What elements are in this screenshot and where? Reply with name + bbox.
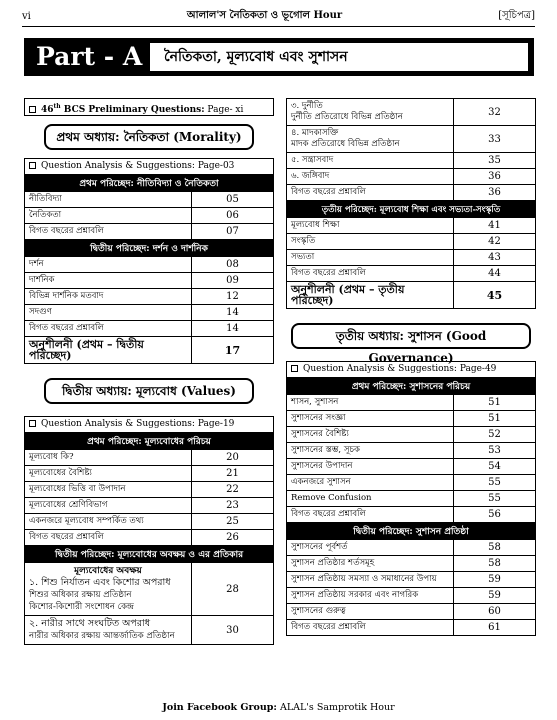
- part-subtitle: নৈতিকতা, মূল্যবোধ এবং সুশাসন: [150, 43, 528, 71]
- section-header: প্রথম পরিচ্ছেদ: নীতিবিদ্যা ও নৈতিকতা: [24, 175, 274, 191]
- table-row[interactable]: ২. নারীর সাথে সংঘটিত অপরাধ নারীর অধিকার রক্ষায় আন্তর্জাতিক প্রতিষ্ঠান 30: [25, 616, 274, 645]
- toc-table: [286, 217, 536, 309]
- footer-group-link[interactable]: ALAL's Samprotik Hour: [276, 702, 395, 713]
- table-row[interactable]: মূল্যবোধের ভিত্তি বা উপাদান 22: [25, 482, 274, 498]
- subsection-heading: মূল্যবোধের অবক্ষয়: [74, 566, 142, 576]
- chapter-1-qa-link[interactable]: Question Analysis & Suggestions: Page-03: [24, 158, 274, 175]
- table-row[interactable]: মূল্যবোধ শিক্ষা 41: [287, 218, 536, 234]
- table-row[interactable]: মূল্যবোধের অবক্ষয় ১. শিশু নির্যাতন এবং কিশোর অপরাধ শিশুর অধিকার রক্ষায় প্রতিষ্ঠান কিশোর-কিশোরী সংশোধন কেন্দ্র 28: [25, 563, 274, 616]
- table-row[interactable]: সুশাসনের সংজ্ঞা 51: [287, 411, 536, 427]
- table-row[interactable]: সুশাসন প্রতিষ্ঠায় সমস্যা ও সমাধানের উপায় 59: [287, 572, 536, 588]
- header-divider: [22, 26, 535, 27]
- table-row[interactable]: ৬. জঙ্গিবাদ 36: [287, 169, 536, 185]
- checkbox-icon: [29, 106, 36, 113]
- table-row[interactable]: নীতিবিদ্যা 05: [25, 192, 274, 208]
- table-row[interactable]: সুশাসন প্রতিষ্ঠার শর্তসমূহ 58: [287, 556, 536, 572]
- page-footer: [0, 702, 557, 713]
- table-row[interactable]: সুশাসনের বৈশিষ্ট্য 52: [287, 427, 536, 443]
- part-banner: [24, 38, 534, 76]
- section-header: দ্বিতীয় পরিচ্ছেদ: সুশাসন প্রতিষ্ঠা: [286, 523, 536, 539]
- toc-table: [286, 98, 536, 201]
- section-header: প্রথম পরিচ্ছেদ: মূল্যবোধের পরিচয়: [24, 433, 274, 449]
- footer-label: Join Facebook Group:: [162, 702, 277, 713]
- table-row[interactable]: ৪. মাদকাসক্তি মাদক প্রতিরোধে বিভিন্ন প্রতিষ্ঠান 33: [287, 126, 536, 153]
- table-row[interactable]: দর্শন 08: [25, 257, 274, 273]
- chapter-2-qa-link[interactable]: Question Analysis & Suggestions: Page-19: [24, 416, 274, 433]
- right-column: [286, 98, 536, 636]
- checkbox-icon: [291, 365, 298, 372]
- table-row[interactable]: নৈতিকতা 06: [25, 208, 274, 224]
- table-row[interactable]: বিগত বছরের প্রশ্নাবলি 36: [287, 185, 536, 201]
- section-header: প্রথম পরিচ্ছেদ: সুশাসনের পরিচয়: [286, 378, 536, 394]
- section-label: [সূচিপত্র]: [498, 9, 535, 21]
- table-row[interactable]: সুশাসনের স্তম্ভ, সূচক 53: [287, 443, 536, 459]
- table-row[interactable]: সদগুণ 14: [25, 305, 274, 321]
- toc-table: [286, 539, 536, 636]
- table-row[interactable]: সভ্যতা 43: [287, 250, 536, 266]
- toc-table: [24, 562, 274, 645]
- table-row[interactable]: বিগত বছরের প্রশ্নাবলি 56: [287, 507, 536, 523]
- table-row[interactable]: বিগত বছরের প্রশ্নাবলি 44: [287, 266, 536, 282]
- checkbox-icon: [29, 162, 36, 169]
- table-row[interactable]: সুশাসন প্রতিষ্ঠায় সরকার এবং নাগরিক 59: [287, 588, 536, 604]
- table-row[interactable]: সংস্কৃতি 42: [287, 234, 536, 250]
- table-row[interactable]: বিভিন্ন দার্শনিক মতবাদ 12: [25, 289, 274, 305]
- table-row[interactable]: সুশাসনের পূর্বশর্ত 58: [287, 540, 536, 556]
- section-header: দ্বিতীয় পরিচ্ছেদ: দর্শন ও দার্শনিক: [24, 240, 274, 256]
- table-row[interactable]: মূল্যবোধের শ্রেণিবিভাগ 23: [25, 498, 274, 514]
- page-number: vi: [22, 10, 31, 22]
- exercise-row[interactable]: অনুশীলনী (প্রথম – তৃতীয় পরিচ্ছেদ) 45: [287, 282, 536, 309]
- section-header: দ্বিতীয় পরিচ্ছেদ: মূল্যবোধের অবক্ষয় ও এর প্রতিকার: [24, 546, 274, 562]
- table-row[interactable]: Remove Confusion 55: [287, 491, 536, 507]
- table-row[interactable]: ৫. সন্ত্রাসবাদ 35: [287, 153, 536, 169]
- book-title: আলাল'স নৈতিকতা ও ভূগোল Hour: [186, 9, 343, 21]
- table-row[interactable]: সুশাসনের গুরুত্ব 60: [287, 604, 536, 620]
- chapter-2-title: দ্বিতীয় অধ্যায়: মূল্যবোধ (Values): [44, 378, 254, 404]
- chapter-3-qa-link[interactable]: Question Analysis & Suggestions: Page-49: [286, 361, 536, 378]
- table-row[interactable]: মূল্যবোধ কি? 20: [25, 450, 274, 466]
- table-row[interactable]: মূল্যবোধের বৈশিষ্ট্য 21: [25, 466, 274, 482]
- table-row[interactable]: বিগত বছরের প্রশ্নাবলি 26: [25, 530, 274, 546]
- table-row[interactable]: বিগত বছরের প্রশ্নাবলি 61: [287, 620, 536, 636]
- table-row[interactable]: শাসন, সুশাসন 51: [287, 395, 536, 411]
- table-row[interactable]: একনজরে মূল্যবোধ সম্পর্কিত তথ্য 25: [25, 514, 274, 530]
- table-row[interactable]: বিগত বছরের প্রশ্নাবলি 07: [25, 224, 274, 240]
- chapter-3-title: তৃতীয় অধ্যায়: সুশাসন (Good Governance): [291, 323, 531, 349]
- toc-table: [286, 394, 536, 523]
- table-row[interactable]: বিগত বছরের প্রশ্নাবলি 14: [25, 321, 274, 337]
- table-row[interactable]: ৩. দুর্নীতি দুর্নীতি প্রতিরোধে বিভিন্ন প্রতিষ্ঠান 32: [287, 99, 536, 126]
- left-column: [24, 98, 274, 645]
- chapter-1-title: প্রথম অধ্যায়: নৈতিকতা (Morality): [44, 124, 254, 150]
- page-header: [22, 8, 535, 24]
- toc-table: [24, 449, 274, 546]
- toc-table: [24, 191, 274, 240]
- prelim-questions-link[interactable]: 46th BCS Preliminary Questions: Page- xi: [24, 98, 274, 116]
- toc-table: [24, 256, 274, 364]
- part-title: Part - A: [36, 42, 143, 71]
- exercise-row[interactable]: অনুশীলনী (প্রথম – দ্বিতীয় পরিচ্ছেদ) 17: [25, 337, 274, 364]
- table-row[interactable]: একনজরে সুশাসন 55: [287, 475, 536, 491]
- section-header: তৃতীয় পরিচ্ছেদ: মূল্যবোধ শিক্ষা এবং সভ্যতা-সংস্কৃতি: [286, 201, 536, 217]
- table-row[interactable]: সুশাসনের উপাদান 54: [287, 459, 536, 475]
- table-row[interactable]: দার্শনিক 09: [25, 273, 274, 289]
- checkbox-icon: [29, 420, 36, 427]
